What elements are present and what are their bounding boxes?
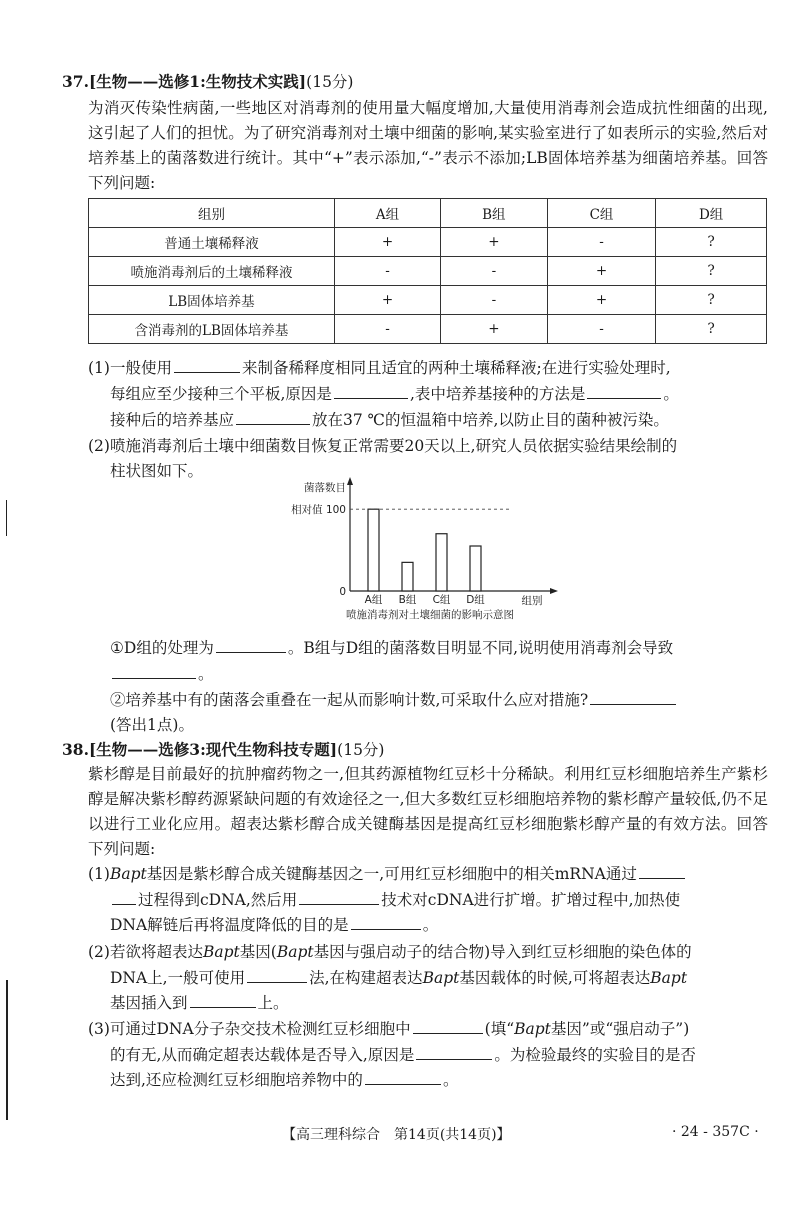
table-cell: B组 (440, 199, 547, 228)
q38-p2-line1 (88, 940, 692, 962)
y-axis-label: 菌落数目 (304, 482, 346, 494)
q38-p1-text-d: 技术对cDNA进行扩增。扩增过程中,加热使 (381, 891, 681, 909)
table-cell: + (335, 228, 441, 257)
q38-p2-text-a: (2)若欲将超表达 (88, 943, 203, 961)
q37-p1-text-e: 。 (663, 385, 679, 403)
q37-sub2-line2: (答出1点)。 (110, 716, 194, 734)
q38-title: [生物——选修3:现代生物科技专题] (88, 740, 338, 759)
answer-blank[interactable] (590, 690, 676, 705)
q37-p1-line2 (110, 382, 679, 404)
q37-heading (62, 70, 353, 92)
table-cell: ? (656, 315, 767, 344)
table-cell: ? (656, 257, 767, 286)
q38-p2-text-b: 基因( (239, 943, 277, 961)
table-cell: - (335, 315, 441, 344)
experiment-table (88, 198, 767, 344)
q38-p3-text-e: 。为检验最终的实验目的是否 (494, 1046, 696, 1064)
answer-blank[interactable] (174, 358, 240, 373)
table-row (89, 286, 767, 315)
q37-title: [生物——选修1:生物技术实践] (88, 72, 307, 91)
table-cell: - (440, 286, 547, 315)
table-cell: 含消毒剂的LB固体培养基 (89, 315, 335, 344)
table-cell: ? (656, 286, 767, 315)
answer-blank[interactable] (587, 384, 661, 399)
q38-p2-text-f: 基因载体的时候,可将超表达 (459, 969, 651, 987)
q37-sub1-text-b: 。B组与D组的菌落数目明显不同,说明使用消毒剂会导致 (287, 639, 674, 657)
q37-p2-line1: (2)喷施消毒剂后土壤中细菌数目恢复正常需要20天以上,研究人员依据实验结果绘制的 (88, 437, 678, 455)
gene-name: Bapt (422, 969, 460, 987)
q37-p1-line3 (110, 408, 669, 430)
q38-p3-text-f: 达到,还应检测红豆杉细胞培养物中的 (110, 1071, 363, 1089)
colony-bar-chart (250, 475, 560, 635)
bar-A组 (368, 509, 379, 591)
chart-title: 喷施消毒剂对土壤细菌的影响示意图 (346, 609, 514, 621)
q38-p2-line3 (110, 991, 289, 1013)
table-cell: 喷施消毒剂后的土壤稀释液 (89, 257, 335, 286)
q38-p1-line2 (110, 888, 680, 910)
answer-blank[interactable] (247, 968, 307, 983)
gene-name: Bapt (202, 943, 240, 961)
table-cell: + (440, 315, 547, 344)
q38-p2-text-h: 上。 (257, 994, 289, 1012)
footer-page-info: 【高三理科综合 第14页(共14页)】 (282, 1127, 511, 1143)
q37-number: 37. (62, 72, 89, 91)
table-cell: C组 (547, 199, 656, 228)
y-tick-label: 0 (339, 586, 346, 598)
answer-blank[interactable] (365, 1070, 441, 1085)
q37-score: (15分) (306, 73, 354, 91)
q38-p1-text-b: 基因是紫杉醇合成关键酶基因之一,可用红豆杉细胞中的相关mRNA通过 (146, 865, 637, 883)
q37-sub2-text-a: ②培养基中有的菌落会重叠在一起从而影响计数,可采取什么应对措施? (110, 691, 589, 709)
x-tick-label: A组 (364, 594, 383, 606)
answer-blank[interactable] (112, 664, 196, 679)
q38-heading (62, 738, 384, 760)
q38-p2-line2 (110, 966, 687, 988)
table-cell: - (335, 257, 441, 286)
q37-p1-text-a: (1)一般使用 (88, 359, 172, 377)
answer-blank[interactable] (334, 384, 408, 399)
table-cell: D组 (656, 199, 767, 228)
q37-p2-line2: 柱状图如下。 (110, 462, 204, 480)
table-cell: ? (656, 228, 767, 257)
q38-p3-text-g: 。 (442, 1071, 459, 1089)
x-tick-label: B组 (398, 594, 417, 606)
q38-p3-line2 (110, 1043, 696, 1065)
q38-number: 38. (62, 740, 89, 759)
gene-name: Bapt (514, 1020, 551, 1038)
gene-name: Bapt (650, 969, 688, 987)
q37-sub1-text-c: 。 (198, 665, 214, 683)
table-cell: - (440, 257, 547, 286)
table-cell: 普通土壤稀释液 (89, 228, 335, 257)
table-cell: + (547, 286, 656, 315)
table-cell: LB固体培养基 (89, 286, 335, 315)
table-row (89, 315, 767, 344)
q37-sub2-line1 (110, 688, 678, 710)
x-axis-arrow (550, 588, 558, 594)
q38-intro: 紫杉醇是目前最好的抗肿瘤药物之一,但其药源植物红豆杉十分稀缺。利用红豆杉细胞培养生产紫杉醇是解决紫杉醇药源紧缺问题的有效途径之一,但大多数红豆杉细胞培养物的紫杉醇产量较低,仍不足以进行工业化应用。超表达紫杉醇合成关键酶基因是提高红豆杉细胞紫杉醇产量的有效方法。回答下列问题: (88, 765, 768, 858)
bar-C组 (436, 534, 447, 591)
x-tick-label: C组 (432, 594, 451, 606)
table-cell: + (335, 286, 441, 315)
q38-p1-text-e: DNA解链后再将温度降低的目的是 (110, 916, 349, 934)
q38-p3-line1 (88, 1017, 689, 1039)
q37-intro: 为消灭传染性病菌,一些地区对消毒剂的使用量大幅度增加,大量使用消毒剂会造成抗性细菌的出现,这引起了人们的担忧。为了研究消毒剂对土壤中细菌的影响,某实验室进行了如表所示的实验,然后对培养基上的菌落数进行统计。其中“+”表示添加,“-”表示不添加;LB固体培养基为细菌培养基。回答下列问题: (88, 99, 768, 192)
q38-p1-line1 (88, 862, 687, 884)
answer-blank[interactable] (413, 1019, 483, 1034)
q38-p3-text-b: (填“ (484, 1020, 515, 1038)
q38-p2-text-c: 基因与强启动子的结合物)导入到红豆杉细胞的染色体的 (313, 943, 692, 961)
q38-p3-text-a: (3)可通过DNA分子杂交技术检测红豆杉细胞中 (88, 1020, 411, 1038)
scan-margin-mark (6, 980, 8, 1120)
x-tick-label: D组 (466, 594, 485, 606)
table-row (89, 228, 767, 257)
answer-blank[interactable] (639, 864, 685, 879)
table-cell: - (547, 315, 656, 344)
y-tick-label: 相对值 100 (291, 504, 346, 517)
q38-p1-text-c: 过程得到cDNA,然后用 (138, 891, 298, 909)
bar-B组 (402, 562, 413, 591)
table-header-row (89, 199, 767, 228)
q37-p1-line1 (88, 356, 671, 378)
q38-p2-text-e: 法,在构建超表达 (309, 969, 423, 987)
q37-p1-text-g: 放在37 ℃的恒温箱中培养,以防止目的菌种被污染。 (312, 411, 669, 429)
q37-sub1-line1 (110, 636, 673, 658)
answer-blank[interactable] (416, 1045, 492, 1060)
q37-p1-text-f: 接种后的培养基应 (110, 411, 235, 429)
x-axis-label: 组别 (521, 595, 543, 607)
answer-blank[interactable] (299, 890, 379, 905)
table-cell: + (547, 257, 656, 286)
q37-p1-text-b: 来制备稀释度相同且适宜的两种土壤稀释液;在进行实验处理时, (241, 359, 671, 377)
bar-D组 (470, 546, 481, 591)
q38-p1-text-a: (1) (88, 865, 110, 883)
q37-p1-text-c: 每组应至少接种三个平板,原因是 (110, 385, 332, 403)
footer-code: · 24 - 357C · (672, 1124, 759, 1140)
gene-name: Bapt (109, 865, 147, 883)
table-cell: A组 (335, 199, 441, 228)
scan-margin-mark (6, 500, 7, 536)
answer-blank[interactable] (351, 915, 421, 930)
table-cell: 组别 (89, 199, 335, 228)
answer-blank[interactable] (216, 638, 286, 653)
q37-p1-text-d: ,表中培养基接种的方法是 (409, 385, 586, 403)
table-row (89, 257, 767, 286)
gene-name: Bapt (276, 943, 314, 961)
q38-p2-text-g: 基因插入到 (110, 994, 188, 1012)
answer-blank[interactable] (112, 890, 136, 905)
q38-p3-line3 (110, 1068, 458, 1090)
q37-sub1-text-a: ①D组的处理为 (110, 639, 214, 657)
y-axis-arrow (347, 477, 353, 485)
q38-p3-text-c: 基因”或“强启动子”) (550, 1020, 690, 1038)
q37-sub1-line2 (110, 662, 214, 684)
answer-blank[interactable] (236, 410, 310, 425)
q38-p1-text-f: 。 (422, 916, 439, 934)
table-cell: - (547, 228, 656, 257)
q38-p2-text-d: DNA上,一般可使用 (110, 969, 246, 987)
q38-score: (15分) (337, 741, 385, 759)
q38-p3-text-d: 的有无,从而确定超表达载体是否导入,原因是 (110, 1046, 415, 1064)
table-cell: + (440, 228, 547, 257)
answer-blank[interactable] (190, 993, 256, 1008)
q38-p1-line3 (110, 913, 438, 935)
